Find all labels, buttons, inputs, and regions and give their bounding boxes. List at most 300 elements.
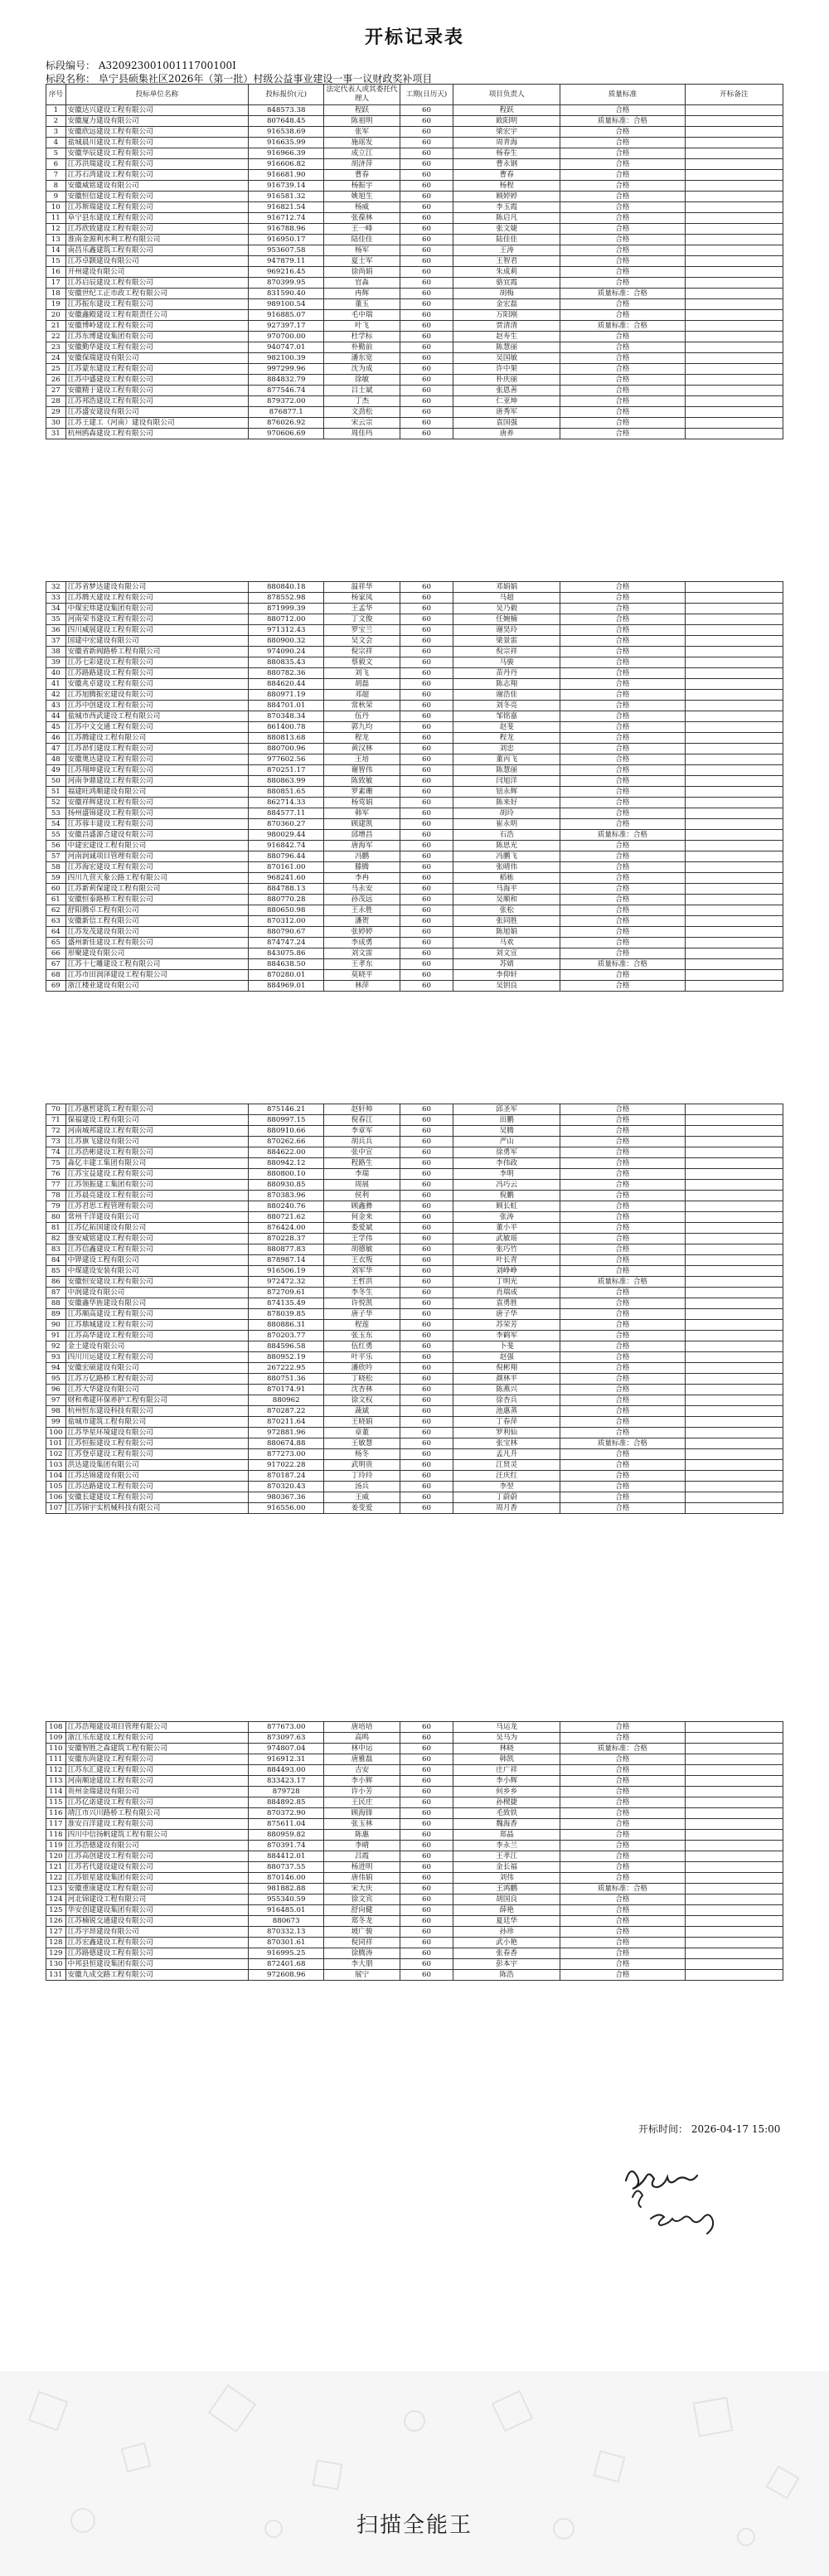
table-cell: 合格	[560, 1970, 685, 1981]
table-cell: 倪春江	[324, 1115, 400, 1126]
table-cell: 60	[400, 116, 453, 127]
table-cell: 魏海香	[453, 1819, 560, 1830]
table-cell: 江苏蓉丰建设工程有限公司	[65, 819, 248, 830]
column-header: 法定代表人或其委托代理人	[324, 85, 400, 105]
table-cell: 60	[400, 245, 453, 256]
table-cell: 60	[400, 321, 453, 332]
table-cell: 江苏洪瑞建设工程有限公司	[65, 159, 248, 170]
table-cell: 闫旭洋	[453, 776, 560, 787]
table-cell: 顾建凯	[324, 819, 400, 830]
table-cell: 60	[400, 1115, 453, 1126]
table-cell: 李明	[453, 1169, 560, 1180]
table-cell: 开州建设有限公司	[65, 267, 248, 278]
table-row	[46, 798, 783, 808]
table-row	[46, 1438, 783, 1449]
table-row	[46, 927, 783, 938]
table-cell: 60	[400, 418, 453, 429]
table-cell: 王鸿鹏	[453, 1884, 560, 1894]
table-cell: 77	[46, 1180, 66, 1191]
table-cell: 周月香	[453, 1503, 560, 1514]
table-cell: 87	[46, 1288, 66, 1298]
table-cell: 邹铭嘉	[453, 711, 560, 722]
table-row	[46, 105, 783, 116]
table-cell: 杨冬	[324, 1449, 400, 1460]
table-cell: 880942.12	[249, 1158, 324, 1169]
table-cell: 916538.69	[249, 127, 324, 138]
table-cell: 洪达建设集团有限公司	[65, 1460, 248, 1471]
table-cell: 60	[400, 1927, 453, 1938]
table-cell: 李仰轩	[453, 970, 560, 981]
table-cell: 南昌乐鑫建筑工程有限公司	[65, 245, 248, 256]
table-cell: 常州千洋建设有限公司	[65, 1212, 248, 1223]
table-row	[46, 1492, 783, 1503]
table-row	[46, 959, 783, 970]
table-cell: 王孝东	[324, 959, 400, 970]
table-row	[46, 353, 783, 364]
table-cell: 880930.85	[249, 1180, 324, 1191]
table-cell: 张松	[453, 905, 560, 916]
table-cell: 合格	[560, 981, 685, 992]
table-row	[46, 1255, 783, 1266]
table-cell: 80	[46, 1212, 66, 1223]
table-cell: 陈祖明	[324, 116, 400, 127]
table-cell	[685, 1266, 783, 1277]
table-cell	[685, 1115, 783, 1126]
table-cell: 程龙	[453, 733, 560, 744]
table-cell: 60	[400, 332, 453, 342]
table-cell: 扬州盛锦建设工程有限公司	[65, 808, 248, 819]
table-cell: 合格	[560, 1948, 685, 1959]
table-cell: 质量标准：合格	[560, 289, 685, 299]
table-cell: 唐雅磊	[324, 1754, 400, 1765]
table-cell: 郑晶	[453, 1830, 560, 1841]
table-cell: 60	[400, 256, 453, 267]
table-cell: 汤兵	[324, 1482, 400, 1492]
table-cell	[685, 582, 783, 593]
table-cell: 合格	[560, 1126, 685, 1137]
table-cell: 110	[46, 1744, 66, 1754]
table-cell: 丁杰	[324, 396, 400, 407]
table-cell: 刘文宣	[453, 948, 560, 959]
table-cell: 871999.39	[249, 604, 324, 614]
table-cell: 冯巧云	[453, 1180, 560, 1191]
table-row	[46, 1776, 783, 1787]
table-row	[46, 657, 783, 668]
table-cell: 58	[46, 862, 66, 873]
table-cell: 王智君	[453, 256, 560, 267]
table-cell	[685, 593, 783, 604]
table-cell	[685, 148, 783, 159]
table-row	[46, 332, 783, 342]
table-cell: 合格	[560, 1787, 685, 1797]
table-cell: 王威	[324, 1492, 400, 1503]
table-cell: 安徽重康建设工程有限公司	[65, 1884, 248, 1894]
table-cell: 欧阳明	[453, 116, 560, 127]
table-cell: 合格	[560, 1765, 685, 1776]
table-cell: 合格	[560, 744, 685, 754]
table-cell: 68	[46, 970, 66, 981]
table-cell: 972472.32	[249, 1277, 324, 1288]
table-cell: 合格	[560, 1905, 685, 1916]
table-cell: 滕腾	[324, 862, 400, 873]
table-cell: 60	[400, 1244, 453, 1255]
table-cell: 合格	[560, 884, 685, 895]
table-cell	[685, 744, 783, 754]
table-cell	[685, 1234, 783, 1244]
table-cell: 杨程	[453, 181, 560, 192]
table-cell: 60	[400, 429, 453, 439]
table-row	[46, 127, 783, 138]
table-cell: 8	[46, 181, 66, 192]
table-cell: 安徽勤华建设工程有限公司	[65, 342, 248, 353]
table-cell: 陆佳佳	[453, 235, 560, 245]
table-cell: 合格	[560, 819, 685, 830]
table-cell: 金长福	[453, 1862, 560, 1873]
table-cell	[685, 429, 783, 439]
table-cell: 吴钥良	[453, 981, 560, 992]
table-row	[46, 1158, 783, 1169]
bid-table-group-2	[46, 581, 783, 992]
table-cell: 884620.44	[249, 679, 324, 690]
table-cell: 880952.19	[249, 1352, 324, 1363]
table-cell: 倪宗祥	[324, 647, 400, 657]
table-row	[46, 1180, 783, 1191]
table-cell	[685, 278, 783, 289]
table-cell: 陈来好	[453, 798, 560, 808]
table-cell: 合格	[560, 310, 685, 321]
table-cell	[685, 245, 783, 256]
table-cell	[685, 1797, 783, 1808]
table-cell: 王孟华	[324, 604, 400, 614]
table-cell: 130	[46, 1959, 66, 1970]
table-cell: 92	[46, 1341, 66, 1352]
table-cell: 合格	[560, 862, 685, 873]
table-cell: 朴勤前	[324, 342, 400, 353]
table-cell: 60	[400, 1808, 453, 1819]
table-row	[46, 1201, 783, 1212]
table-cell: 60	[400, 1765, 453, 1776]
table-cell	[685, 604, 783, 614]
table-cell: 115	[46, 1797, 66, 1808]
table-cell: 60	[400, 981, 453, 992]
table-cell	[685, 1191, 783, 1201]
table-row	[46, 116, 783, 127]
table-cell: 邱圣军	[453, 1104, 560, 1115]
table-cell	[685, 927, 783, 938]
table-cell: 杨春生	[453, 148, 560, 159]
table-cell: 916712.74	[249, 213, 324, 224]
table-cell: 淼亿丰建工集团有限公司	[65, 1158, 248, 1169]
table-cell: 5	[46, 148, 66, 159]
table-cell	[685, 798, 783, 808]
table-row	[46, 701, 783, 711]
table-cell: 71	[46, 1115, 66, 1126]
table-cell: 中铧建设工程有限公司	[65, 1255, 248, 1266]
table-cell	[685, 181, 783, 192]
table-cell	[685, 1733, 783, 1744]
table-cell: 唐秀军	[453, 407, 560, 418]
table-cell: 合格	[560, 278, 685, 289]
table-row	[46, 1428, 783, 1438]
table-cell: 宋云宗	[324, 418, 400, 429]
table-cell: 97	[46, 1395, 66, 1406]
table-cell: 胡梅	[453, 289, 560, 299]
table-cell: 60	[400, 138, 453, 148]
table-cell: 李小辉	[453, 1776, 560, 1787]
table-cell	[685, 1787, 783, 1797]
table-cell: 48	[46, 754, 66, 765]
table-cell: 李鹤军	[453, 1331, 560, 1341]
table-cell: 曹永钢	[453, 159, 560, 170]
table-cell: 870383.96	[249, 1191, 324, 1201]
table-cell: 合格	[560, 1471, 685, 1482]
table-cell: 淮安百洋建设工程有限公司	[65, 1819, 248, 1830]
table-cell: 916681.90	[249, 170, 324, 181]
table-cell: 江苏亿诺建设工程有限公司	[65, 1797, 248, 1808]
table-cell: 60	[400, 1884, 453, 1894]
table-cell	[685, 808, 783, 819]
table-cell: 钮永辉	[453, 787, 560, 798]
table-cell: 60	[400, 1212, 453, 1223]
table-cell: 60	[400, 1104, 453, 1115]
table-cell: 57	[46, 851, 66, 862]
table-cell: 徐敏	[324, 375, 400, 386]
table-cell: 四川川运建设工程有限公司	[65, 1352, 248, 1363]
table-cell: 安徽世纪工正市政工程有限公司	[65, 289, 248, 299]
table-cell: 陈慧丽	[453, 342, 560, 353]
table-cell: 50	[46, 776, 66, 787]
table-row	[46, 278, 783, 289]
table-cell: 55	[46, 830, 66, 841]
table-cell: 江苏锦宇实机械科技有限公司	[65, 1503, 248, 1514]
table-cell: 65	[46, 938, 66, 948]
table-cell: 878039.85	[249, 1309, 324, 1320]
table-cell: 袁国强	[453, 418, 560, 429]
table-cell: 997299.96	[249, 364, 324, 375]
table-cell	[685, 1385, 783, 1395]
table-cell: 878987.14	[249, 1255, 324, 1266]
table-cell: 22	[46, 332, 66, 342]
table-cell: 合格	[560, 1776, 685, 1787]
table-cell: 盐城晨川建设工程有限公司	[65, 138, 248, 148]
bid-table-group-4	[46, 1721, 783, 1981]
table-cell: 873097.63	[249, 1733, 324, 1744]
table-cell: 舒向健	[324, 1905, 400, 1916]
table-cell: 张葆林	[324, 213, 400, 224]
table-cell: 张春香	[453, 1948, 560, 1959]
scanner-footer	[0, 2371, 829, 2576]
table-cell: 合格	[560, 1754, 685, 1765]
table-row	[46, 614, 783, 625]
table-cell: 940747.01	[249, 342, 324, 353]
table-cell: 合格	[560, 604, 685, 614]
table-cell: 880650.98	[249, 905, 324, 916]
table-cell: 安徽博岭建设工程有限公司	[65, 321, 248, 332]
table-row	[46, 884, 783, 895]
table-cell: 880770.28	[249, 895, 324, 905]
table-cell: 56	[46, 841, 66, 851]
table-cell: 赵寿生	[453, 332, 560, 342]
table-row	[46, 1733, 783, 1744]
table-cell: 91	[46, 1331, 66, 1341]
table-row	[46, 830, 783, 841]
table-cell: 江苏达路建设工程有限公司	[65, 1482, 248, 1492]
table-cell: 884638.50	[249, 959, 324, 970]
table-cell: 989100.54	[249, 299, 324, 310]
table-cell: 合格	[560, 342, 685, 353]
table-cell: 3	[46, 127, 66, 138]
table-cell: 15	[46, 256, 66, 267]
signature-scribble	[618, 2147, 742, 2239]
table-cell	[685, 418, 783, 429]
table-cell: 60	[400, 722, 453, 733]
table-cell: 14	[46, 245, 66, 256]
table-cell: 870332.13	[249, 1927, 324, 1938]
table-cell: 合格	[560, 1244, 685, 1255]
table-cell: 916556.00	[249, 1503, 324, 1514]
table-row	[46, 604, 783, 614]
table-cell: 122	[46, 1873, 66, 1884]
table-cell: 870360.27	[249, 819, 324, 830]
table-row	[46, 1406, 783, 1417]
open-time: 开标时间： 2026-04-17 15:00	[638, 2123, 781, 2135]
table-row	[46, 970, 783, 981]
table-cell	[685, 981, 783, 992]
table-cell: 884412.01	[249, 1851, 324, 1862]
table-cell: 970606.69	[249, 429, 324, 439]
table-cell: 114	[46, 1787, 66, 1797]
table-row	[46, 862, 783, 873]
table-cell: 杨威	[324, 202, 400, 213]
table-cell: 47	[46, 744, 66, 754]
table-cell: 王哲洪	[324, 1277, 400, 1288]
table-cell: 103	[46, 1460, 66, 1471]
table-cell: 陈浩	[453, 1970, 560, 1981]
table-cell: 合格	[560, 841, 685, 851]
table-cell: 916966.39	[249, 148, 324, 159]
table-cell: 60	[400, 1320, 453, 1331]
table-cell: 831590.40	[249, 289, 324, 299]
table-cell: 胡玲	[453, 808, 560, 819]
table-cell: 合格	[560, 668, 685, 679]
table-cell: 875611.04	[249, 1819, 324, 1830]
table-cell: 江苏石湾建设工程有限公司	[65, 170, 248, 181]
table-cell: 伍丹	[324, 711, 400, 722]
column-header: 项目负责人	[453, 85, 560, 105]
table-cell	[685, 310, 783, 321]
table-cell: 60	[400, 289, 453, 299]
table-cell: 江苏恒振建设工程有限公司	[65, 1438, 248, 1449]
table-cell: 合格	[560, 1428, 685, 1438]
table-cell	[685, 1851, 783, 1862]
table-row	[46, 1722, 783, 1733]
table-cell	[685, 636, 783, 647]
table-cell: 60	[400, 647, 453, 657]
table-cell: 884788.13	[249, 884, 324, 895]
table-cell: 64	[46, 927, 66, 938]
table-cell: 顾婷婷	[453, 192, 560, 202]
table-cell: 江苏振东建设工程有限公司	[65, 299, 248, 310]
table-cell: 60	[400, 1169, 453, 1180]
table-cell: 60	[400, 310, 453, 321]
table-cell: 胡德敏	[324, 1244, 400, 1255]
table-row	[46, 1277, 783, 1288]
table-cell: 江贤灵	[453, 1460, 560, 1471]
table-cell: 罗素珊	[324, 787, 400, 798]
table-cell: 吉安	[324, 1765, 400, 1776]
table-cell: 879728	[249, 1787, 324, 1797]
table-cell: 孙茂远	[324, 895, 400, 905]
table-cell: 中煤建设安装有限公司	[65, 1266, 248, 1277]
table-cell: 江苏七彩建设工程有限公司	[65, 657, 248, 668]
table-cell: 武明贵	[324, 1460, 400, 1471]
table-cell: 河南城邦建设工程有限公司	[65, 1126, 248, 1137]
table-cell: 王培	[324, 754, 400, 765]
table-row	[46, 1482, 783, 1492]
table-row	[46, 593, 783, 604]
table-cell: 倪同祥	[324, 1938, 400, 1948]
table-row	[46, 1126, 783, 1137]
table-cell	[685, 321, 783, 332]
table-cell: 870174.91	[249, 1385, 324, 1395]
table-cell: 60	[400, 1841, 453, 1851]
table-cell: 880900.32	[249, 636, 324, 647]
table-cell: 陈燕兴	[453, 1385, 560, 1395]
table-cell: 安徽鑫华旌建设有限公司	[65, 1298, 248, 1309]
table-cell: 朴庆丽	[453, 375, 560, 386]
table-cell: 123	[46, 1884, 66, 1894]
table-cell: 870348.34	[249, 711, 324, 722]
table-cell: 质量标准：合格	[560, 830, 685, 841]
table-cell: 舒阳腾卓工程有限公司	[65, 905, 248, 916]
table-cell	[685, 1158, 783, 1169]
table-cell: 合格	[560, 245, 685, 256]
table-cell: 合格	[560, 148, 685, 159]
table-cell: 26	[46, 375, 66, 386]
table-cell: 安徽宏硕建设有限公司	[65, 1363, 248, 1374]
table-cell: 合格	[560, 948, 685, 959]
table-cell: 蔡毅文	[324, 657, 400, 668]
table-row	[46, 636, 783, 647]
table-cell: 马海平	[453, 884, 560, 895]
table-cell	[685, 1841, 783, 1851]
table-cell: 60	[400, 636, 453, 647]
table-cell: 870280.01	[249, 970, 324, 981]
table-cell: 董丙飞	[453, 754, 560, 765]
table-cell: 880997.15	[249, 1115, 324, 1126]
table-cell: 李冉	[324, 873, 400, 884]
table-cell: 罗利仙	[453, 1428, 560, 1438]
column-header: 质量标准	[560, 85, 685, 105]
table-row	[46, 625, 783, 636]
table-cell: 丁明光	[453, 1277, 560, 1288]
table-cell	[685, 289, 783, 299]
table-cell: 池惠蒸	[453, 1406, 560, 1417]
table-row	[46, 170, 783, 181]
table-row	[46, 1873, 783, 1884]
table-cell: 杨进明	[324, 1862, 400, 1873]
table-cell: 江苏高创建设工程有限公司	[65, 1851, 248, 1862]
table-row	[46, 981, 783, 992]
table-cell: 60	[400, 1428, 453, 1438]
table-cell: 60	[400, 948, 453, 959]
table-cell	[685, 1277, 783, 1288]
table-row	[46, 1169, 783, 1180]
table-cell: 毛致铁	[453, 1808, 560, 1819]
table-cell	[685, 224, 783, 235]
table-cell: 870372.90	[249, 1808, 324, 1819]
table-cell	[685, 1363, 783, 1374]
